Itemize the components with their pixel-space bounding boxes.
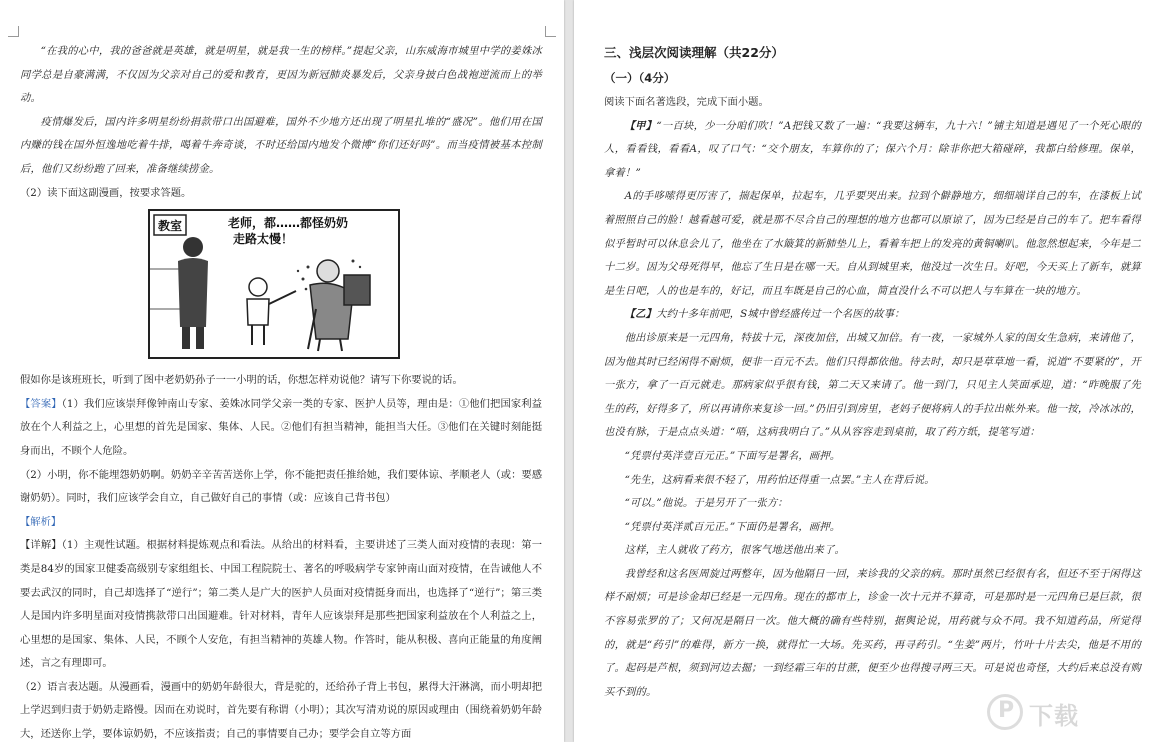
- right-page-content: [604, 40, 1141, 704]
- answer-label: 【答案】: [20, 397, 62, 410]
- detail-text-1: （1）主观性试题。根据材料提炼观点和看法。从给出的材料看，主要讲述了三类人面对疫情的表现：第一类是84岁的国家卫健委高级别专家组组长、中国工程院院士、著名的呼吸病学专家钟南山面对疫情，在告诫他人不要去武汉的同时，自己却选择了“逆行”；第二类人是广大的医护人员面对疫情挺身而出，也选择了“逆行”；第三类人是国内许多明星面对疫情携款带口出国避难。针对材料，青年人应该崇拜是那些把国家利益放在个人利益之上，心里想的是国家、集体、人民，不顾个人安危，有担当精神的英雄人物。作答时，能从积极、喜向正能量的角度阐述，言之有理即可。: [20, 539, 543, 670]
- analysis-label: 【解析】: [20, 515, 62, 528]
- paragraph: “凭票付英洋贰百元正。”下面仍是署名，画押。: [624, 520, 841, 533]
- passage-yi-label: 【乙】: [624, 308, 657, 321]
- site-watermark-logo: [983, 690, 1153, 736]
- passage-yi-1: [604, 303, 1141, 327]
- question-2-heading: （2）读下面这副漫画，按要求答题。: [20, 186, 192, 199]
- paragraph: 这样，主人就收了药方，很客气地送他出来了。: [624, 544, 846, 557]
- passage-jia-text: “一百块，少一分咱们吹！”A把钱又数了一遍：“我要这辆车，九十六！”铺主知道是遇见了一个死心眼的人，看看钱，看看A，叹了口气：“交个朋友，车算你的了；保六个月：除非你把大箱碰碎，我都白给修理。保单，拿着！”: [604, 119, 1141, 179]
- answer-part-1: [20, 393, 542, 464]
- detail-part-1: [20, 534, 542, 676]
- cartoon-speech-line-2: 走路太慢！: [232, 232, 294, 247]
- page-corner-mark: [545, 26, 556, 37]
- paragraph: “可以。”他说。于是另开了一张方：: [624, 497, 788, 510]
- passage-yi-text: 大约十多年前吧，S城中曾经盛传过一个名医的故事：: [656, 308, 905, 321]
- paragraph: “凭票付英洋壹百元正。”下面写是署名，画押。: [624, 449, 841, 462]
- question-text: 假如你是该班班长，听到了图中老奶奶孙子一一小明的话，你想怎样劝说他？请写下你要说的话。: [20, 374, 463, 387]
- answer-text-1: （1）我们应该崇拜像钟南山专家、姜姝冰同学父亲一类的专家、医护人员等，理由是：①他们把国家利益放在个人利益之上，心里想的首先是国家、集体、人民。②他们有担当精神，能担当大任。③他们在关键时刻能挺身而出，不顾个人危险。: [20, 397, 543, 457]
- watermark-letter: P: [998, 698, 1015, 723]
- cartoon-speech-line-1: 老师，都……都怪奶奶: [227, 216, 349, 231]
- cartoon-figure: [20, 209, 542, 369]
- passage-jia-label: 【甲】: [624, 119, 657, 132]
- paragraph: 他出诊原来是一元四角，特拔十元，深夜加倍，出城又加倍。有一夜，一家城外人家的闺女生急病，来请他了，因为他其时已经闲得不耐烦，便非一百元不去。他们只得都依他。待去时，却只是草草地一看，说道“不要紧的”，开一张方，拿了一百元就走。那病家似乎很有钱，第二天又来请了。他一到门，只见主人笑面承迎，道：“昨晚服了先生的药，好得多了，所以再请你来复诊一回。”仍旧引到房里，老妈子便将病人的手拉出帐外来。他一按，冷冰冰的，也没有脉，于是点点头道：“唔，这病我明白了。”从从容容走到桌前，取了药方纸，提笔写道：: [604, 331, 1141, 439]
- detail-text-2: （2）语言表达题。从漫画看，漫画中的奶奶年龄很大，背是驼的，还给孙子背上书包，累得大汗淋漓，而小明却把上学迟到归责于奶奶走路慢。因而在劝说时，首先要有称谓（小明）；其次写清劝说的原因或理由（围绕着奶奶年龄大，还送你上学，要体谅奶奶，不应该指责；自己的事情要自己办；要学会自立等方面: [20, 680, 542, 741]
- right-document-page: [574, 0, 1159, 742]
- cartoon-image: [148, 209, 400, 359]
- sub-title: （一）（4分）: [604, 71, 676, 85]
- left-document-page: [0, 0, 564, 742]
- answer-text-2: （2）小明，你不能埋怨奶奶啊。奶奶辛辛苦苦送你上学，你不能把责任推给她，我们要体谅、孝顺老人（或：要感谢奶奶）。同时，我们应该学会自立，自己做好自己的事情（或：应该自己背书包）: [20, 468, 542, 505]
- passage-jia-1: [604, 115, 1141, 186]
- paragraph: A的手哆嗦得更厉害了，揣起保单，拉起车，几乎要哭出来。拉到个僻静地方，细细端详自己的车，在漆板上试着照照自己的脸！越看越可爱，就是那不尽合自己的理想的地方也都可以原谅了，因为已经是自己的车了。把车看得似乎暂时可以休息会儿了，他坐在了水簸箕的新肺垫儿上，看着车把上的发亮的黄铜喇叭。他忽然想起来，今年是二十二岁。因为父母死得早，他忘了生日是在哪一天。自从到城里来，他没过一次生日。好吧，今天买上了新车，就算是生日吧，人的也是车的，好记，而且车既是自己的心血，简直没什么不可以把人与车算在一块的地方。: [604, 190, 1141, 297]
- paragraph: 我曾经和这名医周旋过两整年，因为他隔日一回，来诊我的父亲的病。那时虽然已经很有名，但还不至于闲得这样不耐烦；可是诊金却已经是一元四角。现在的都市上，诊金一次十元并不算奇，可是那时是一元四角已是巨款，很不容易张罗的了；又何况是隔日一次。他大概的确有些特别，据舆论说，用药就与众不同。我不知道药品，所觉得的，就是“药引”的难得，新方一换，就得忙一大场。先买药，再寻药引。“生姜”两片，竹叶十片去尖，他是不用的了。起码是芦根，须到河边去掘；一到经霜三年的甘蔗，便至少也得搜寻两三天。可是说也奇怪，大约后来总没有购买不到的。: [604, 567, 1141, 698]
- section-title: 三、浅层次阅读理解（共22分）: [604, 45, 784, 60]
- cartoon-room-label: 教室: [157, 219, 183, 234]
- paragraph: “先生，这病看来很不轻了，用药怕还得重一点罢。”主人在背后说。: [624, 473, 935, 486]
- left-page-content: [20, 40, 542, 742]
- instruction: 阅读下面名著选段，完成下面小题。: [604, 96, 769, 108]
- paragraph: “在我的心中，我的爸爸就是英雄，就是明星，就是我一生的榜样。”提起父亲，山东威海市城里中学的姜姝冰同学总是自豪满满，不仅因为父亲对自己的爱和教育，更因为新冠肺炎暴发后，父亲身披白色战袍逆流而上的举动。: [20, 45, 542, 105]
- paragraph: 疫情爆发后，国内许多明星纷纷捐款带口出国避难，国外不少地方还出现了明星扎堆的“盛况”。他们用在国内赚的钱在国外恒逸地吃着牛排，喝着牛奔奇谈，不时还给国内地发个微博“你们还好吗”。而当疫情被基本控制后，他们又纷纷跑了回来，准备继续捞金。: [20, 115, 542, 175]
- detail-label: 【详解】: [20, 539, 62, 552]
- page-corner-mark: [8, 26, 19, 37]
- watermark-text: 下载: [1029, 702, 1079, 730]
